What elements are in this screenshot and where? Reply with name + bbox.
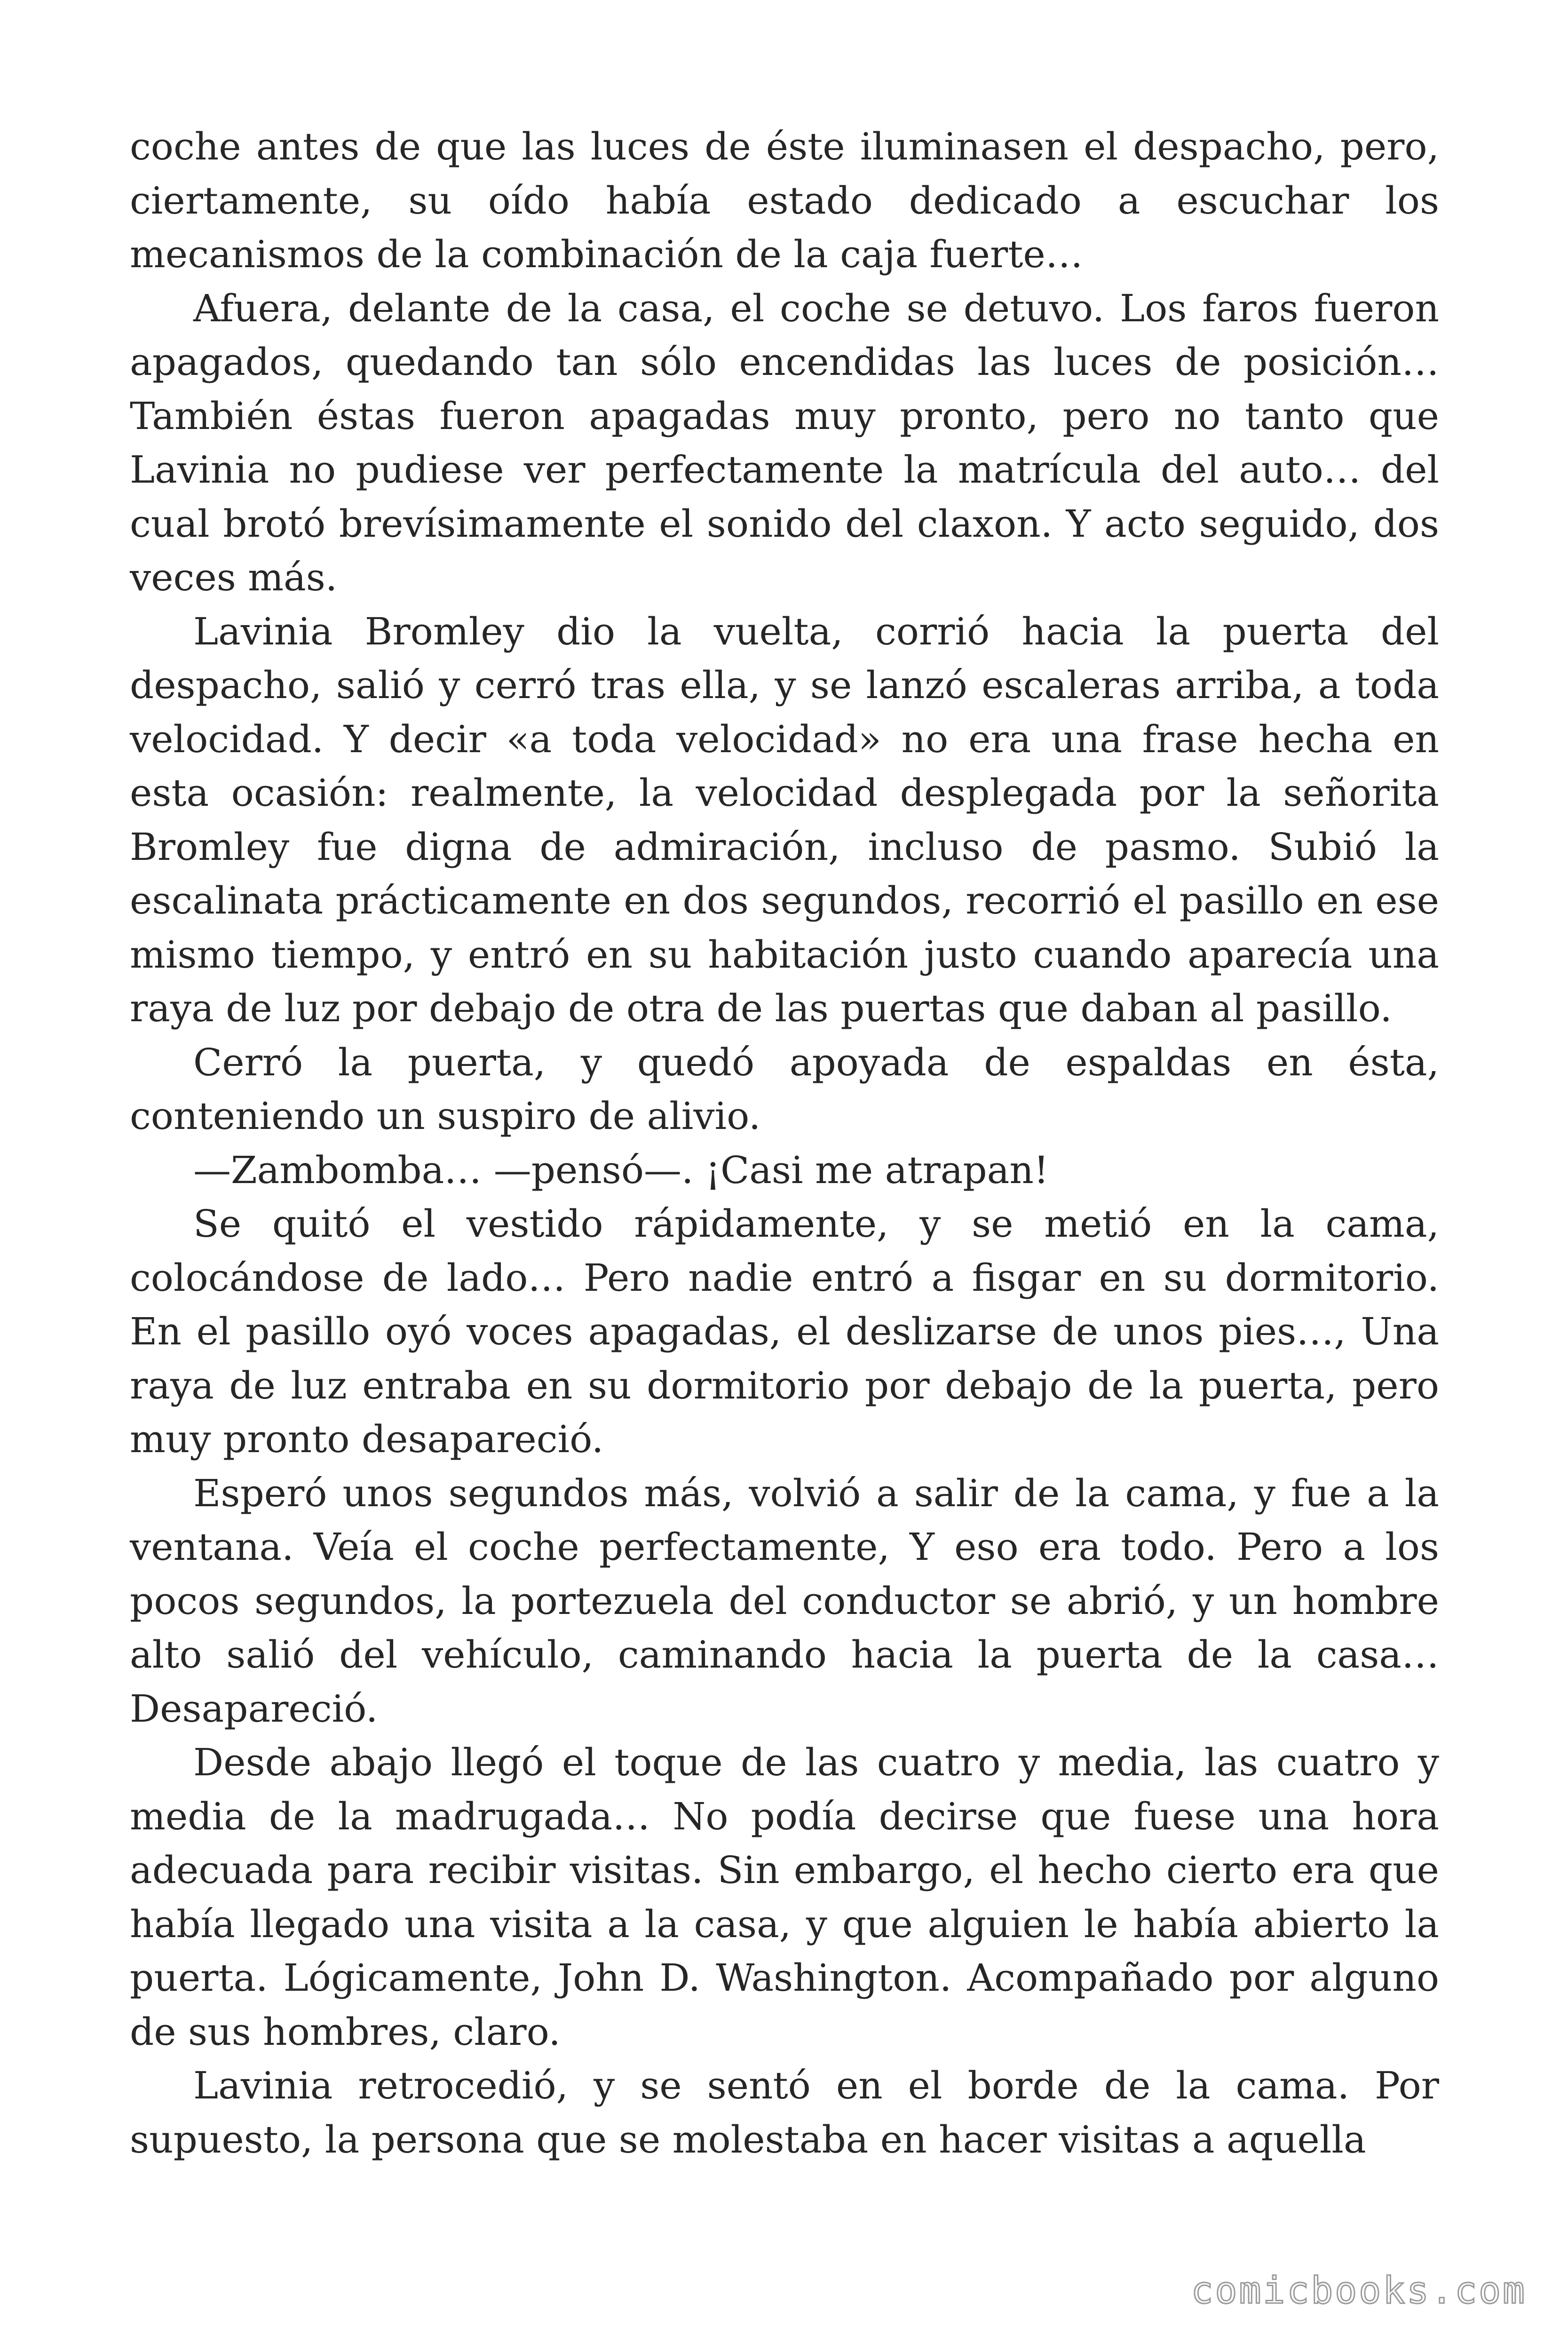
dialogue-line: —Zambomba… —pensó—. ¡Casi me atrapan! — [193, 1148, 1049, 1192]
paragraph: Esperó unos segundos más, volvió a salir de la cama, y fue a la ventana. Veía el coche perfectamente, Y eso era todo. Pero a los pocos segundos, la portezuela del conductor se abrió, y un hombre alto salió del vehículo, caminando hacia la puerta de la casa… Desapareció. — [130, 1471, 1439, 1731]
paragraph: Se quitó el vestido rápidamente, y se metió en la cama, colocándose de lado… Pero nadie entró a fisgar en su dormitorio. En el pasillo oyó voces apagadas, el deslizarse de unos pies…, Una raya de luz entraba en su dormitorio por debajo de la puerta, pero muy pronto desapareció. — [130, 1202, 1439, 1461]
site-watermark: comicbooks.com — [1191, 2270, 1527, 2312]
paragraph: Cerró la puerta, y quedó apoyada de espaldas en ésta, conteniendo un suspiro de alivio. — [130, 1040, 1439, 1138]
paragraph: Afuera, delante de la casa, el coche se detuvo. Los faros fueron apagados, quedando tan sólo encendidas las luces de posición… También éstas fueron apagadas muy pronto, pero no tanto que Lavinia no pudiese ver perfectamente la matrícula del auto… del cual brotó brevísimamente el sonido del claxon. Y acto seguido, dos veces más. — [130, 286, 1439, 599]
page-text — [130, 120, 1439, 2167]
paragraph-continued: coche antes de que las luces de éste iluminasen el despacho, pero, ciertamente, su oído había estado dedicado a escuchar los mecanismos de la combinación de la caja fuerte… — [130, 125, 1439, 276]
paragraph: Desde abajo llegó el toque de las cuatro y media, las cuatro y media de la madrugada… No podía decirse que fuese una hora adecuada para recibir visitas. Sin embargo, el hecho cierto era que había llegado una visita a la casa, y que alguien le había abierto la puerta. Lógicamente, John D. Washington. Acompañado por alguno de sus hombres, claro. — [130, 1740, 1439, 2054]
paragraph-last: Lavinia retrocedió, y se sentó en el borde de la cama. Por supuesto, la persona que se molestaba en hacer visitas a aquella — [130, 2064, 1439, 2161]
paragraph: Lavinia Bromley dio la vuelta, corrió hacia la puerta del despacho, salió y cerró tras ella, y se lanzó escaleras arriba, a toda velocidad. Y decir «a toda velocidad» no era una frase hecha en esta ocasión: realmente, la velocidad desplegada por la señorita Bromley fue digna de admiración, incluso de pasmo. Subió la escalinata prácticamente en dos segundos, recorrió el pasillo en ese mismo tiempo, y entró en su habitación justo cuando aparecía una raya de luz por debajo de otra de las puertas que daban al pasillo. — [130, 609, 1439, 1030]
